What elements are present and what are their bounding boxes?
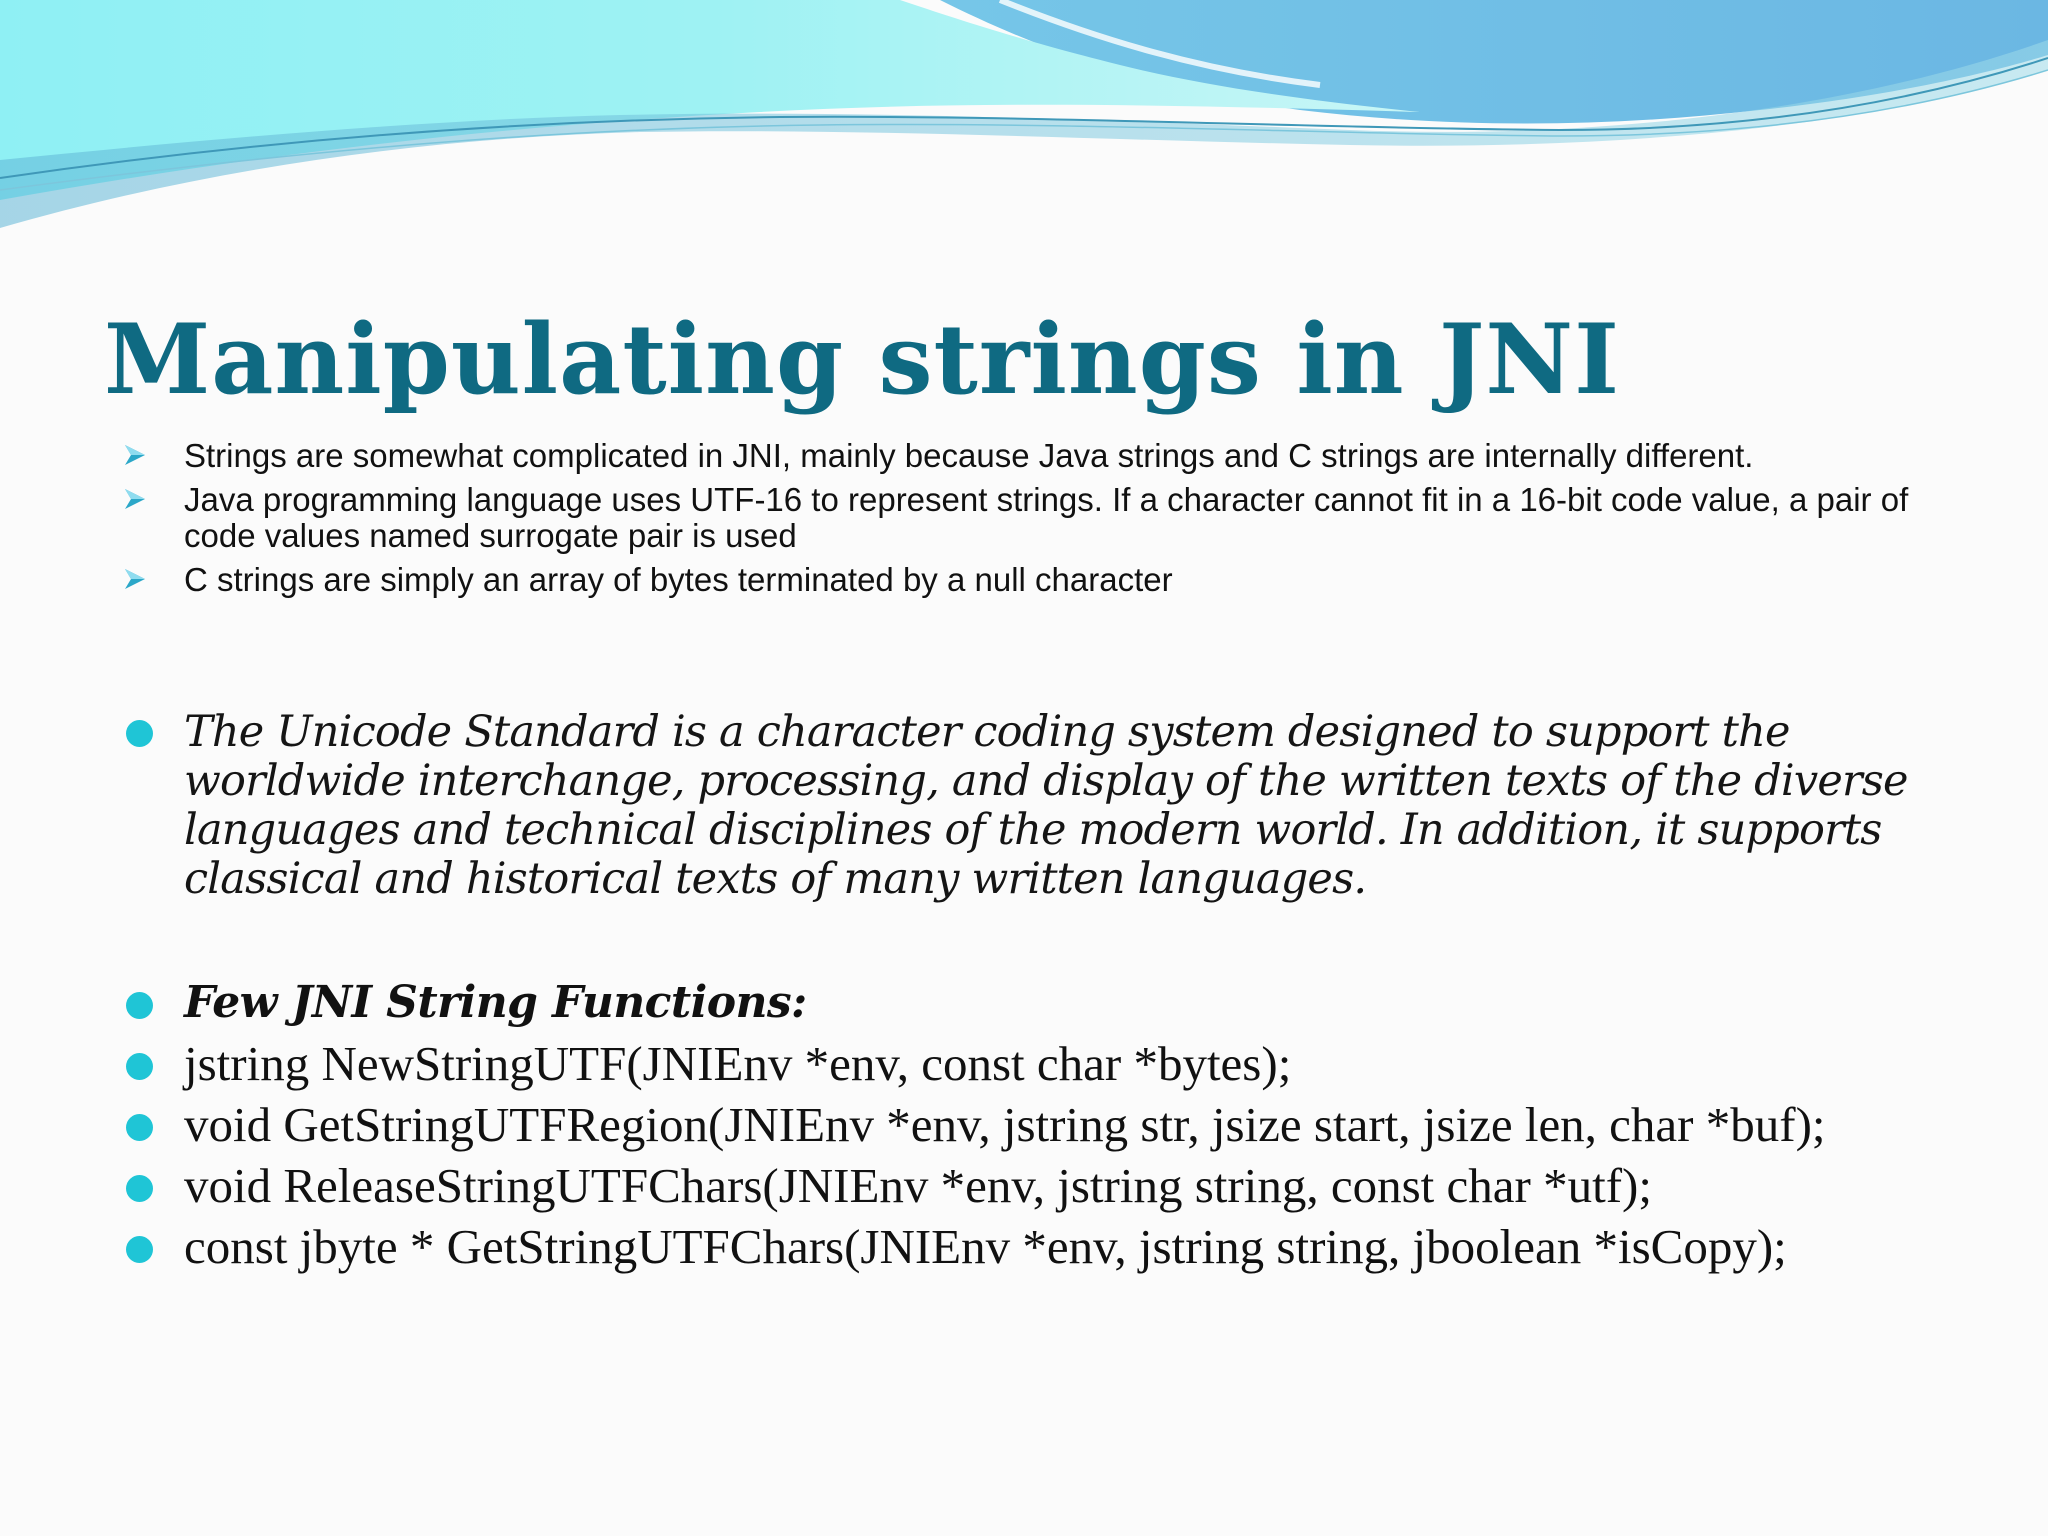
slide-title: Manipulating strings in JNI xyxy=(104,303,1621,416)
function-signature: const jbyte * GetStringUTFChars(JNIEnv *env, jstring string, jboolean *isCopy); xyxy=(184,1219,1787,1274)
list-item xyxy=(0,482,2048,554)
circle-bullet-icon xyxy=(126,1053,153,1080)
list-item xyxy=(0,438,2048,474)
circle-bullet-icon xyxy=(126,1114,153,1141)
circle-bullet-icon xyxy=(126,992,153,1019)
list-item xyxy=(0,1097,2048,1152)
jni-functions-list xyxy=(0,978,2048,1283)
list-item-text: C strings are simply an array of bytes terminated by a null character xyxy=(184,561,1173,598)
list-item xyxy=(0,708,2048,904)
list-item xyxy=(0,978,2048,1027)
list-item xyxy=(0,1158,2048,1213)
arrow-bullet-icon xyxy=(124,444,146,466)
list-item xyxy=(0,562,2048,598)
unicode-quote-text: The Unicode Standard is a character coding system designed to support the worldwide interchange, processing, and display of the written texts of the diverse languages and technical disciplines of the modern world. In addition, it supports classical and historical texts of many written languages. xyxy=(184,707,1908,904)
arrow-bullet-icon xyxy=(124,488,146,510)
list-item-text: Java programming language uses UTF-16 to represent strings. If a character cannot fit in a 16-bit code value, a pair of code values named surrogate pair is used xyxy=(184,481,1909,554)
functions-heading: Few JNI String Functions: xyxy=(184,977,807,1028)
list-item xyxy=(0,1219,2048,1274)
arrow-bullet-icon xyxy=(124,568,146,590)
circle-bullet-icon xyxy=(126,720,153,747)
function-signature: void GetStringUTFRegion(JNIEnv *env, jstring str, jsize start, jsize len, char *buf); xyxy=(184,1097,1826,1152)
header-wave-decoration xyxy=(0,0,2048,240)
circle-bullet-icon xyxy=(126,1175,153,1202)
circle-bullet-icon xyxy=(126,1236,153,1263)
list-item xyxy=(0,1036,2048,1091)
list-item-text: Strings are somewhat complicated in JNI, mainly because Java strings and C strings are internally different. xyxy=(184,437,1754,474)
function-signature: void ReleaseStringUTFChars(JNIEnv *env, jstring string, const char *utf); xyxy=(184,1158,1652,1213)
arrow-bullet-list xyxy=(0,438,2048,606)
function-signature: jstring NewStringUTF(JNIEnv *env, const char *bytes); xyxy=(184,1036,1292,1091)
unicode-quote-list xyxy=(0,708,2048,904)
